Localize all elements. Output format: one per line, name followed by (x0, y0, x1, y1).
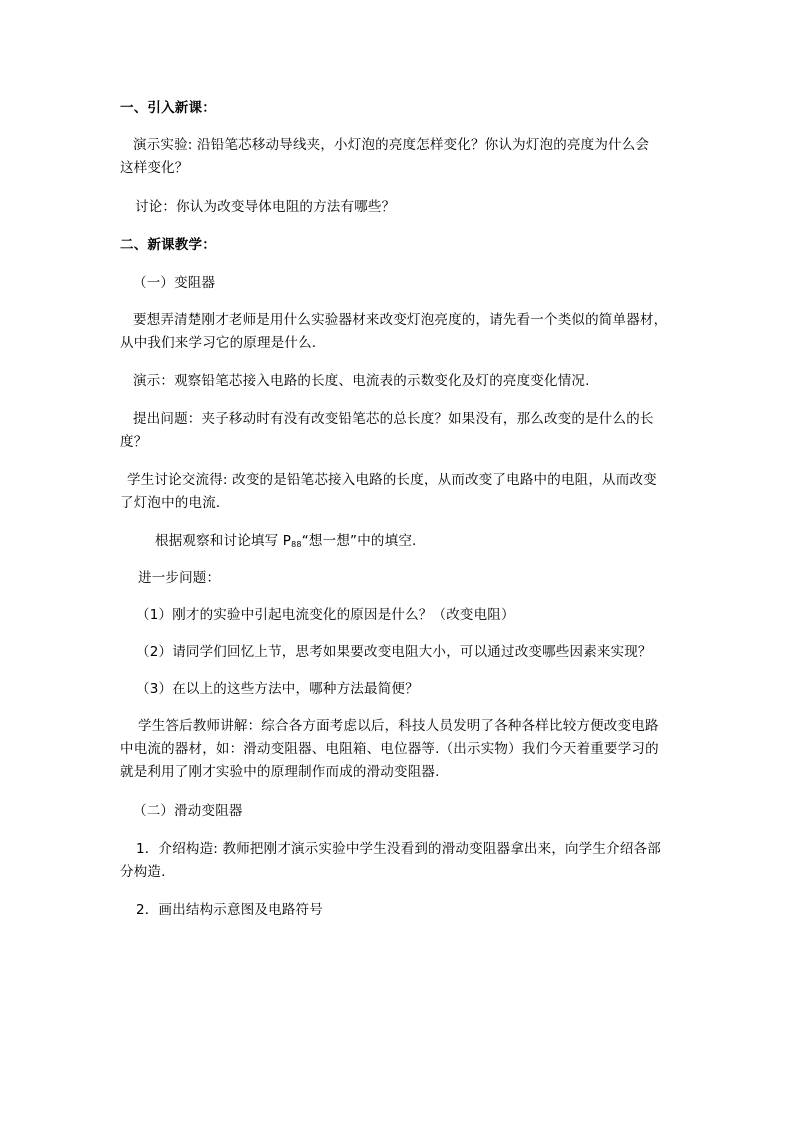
teacher-explanation-line-3: 就是利用了刚才实验中的原理制作而成的滑动变阻器. (120, 764, 440, 780)
intro-heading: 一、引入新课： (120, 100, 216, 116)
fill-in-prefix: 根据观察和讨论填写 P (155, 533, 292, 549)
fill-in-instruction (155, 531, 417, 552)
demo-experiment-line-2: 这样变化？ (120, 160, 189, 176)
page-number-subscript: 88 (291, 540, 302, 549)
item-2: 2．画出结构示意图及电路符号 (136, 902, 323, 918)
student-discussion-line-1: 学生讨论交流得: 改变的是铅笔芯接入电路的长度，从而改变了电路中的电阻，从而改变 (127, 472, 657, 488)
demo-observation: 演示：观察铅笔芯接入电路的长度、电流表的示数变化及灯的亮度变化情况. (133, 373, 590, 389)
question-item-1: （1）刚才的实验中引起电流变化的原因是什么？（改变电阻） (136, 607, 515, 623)
item-1-line-2: 分构造. (120, 864, 166, 880)
subsection-slide-rheostat-heading: （二）滑动变阻器 (133, 803, 243, 819)
demo-experiment-line-1: 演示实验: 沿铅笔芯移动导线夹，小灯泡的亮度怎样变化？你认为灯泡的亮度为什么会 (133, 137, 650, 153)
new-lesson-heading: 二、新课教学： (120, 237, 216, 253)
question-item-3: （3）在以上的这些方法中，哪种方法最简便？ (136, 681, 419, 697)
question-line-1: 提出问题：夹子移动时有没有改变铅笔芯的总长度？如果没有，那么改变的是什么的长 (133, 411, 654, 427)
discussion-question: 讨论：你认为改变导体电阻的方法有哪些？ (135, 199, 396, 215)
intro-paragraph-line-2: 从中我们来学习它的原理是什么. (120, 335, 317, 351)
question-item-2: （2）请同学们回忆上节，思考如果要改变电阻大小，可以通过改变哪些因素来实现？ (136, 644, 652, 660)
item-1-line-1: 1．介绍构造: 教师把刚才演示实验中学生没看到的滑动变阻器拿出来，向学生介绍各部 (136, 841, 661, 857)
intro-paragraph-line-1: 要想弄清楚刚才老师是用什么实验器材来改变灯泡亮度的，请先看一个类似的简单器材， (133, 312, 668, 328)
teacher-explanation-line-1: 学生答后教师讲解：综合各方面考虑以后，科技人员发明了各种各样比较方便改变电路 (138, 718, 659, 734)
teacher-explanation-line-2: 中电流的器材，如：滑动变阻器、电阻箱、电位器等.（出示实物）我们今天着重要学习的 (120, 741, 659, 757)
subsection-rheostat-heading: （一）变阻器 (133, 275, 216, 291)
fill-in-suffix: “想一想”中的填空. (301, 533, 417, 549)
further-question-heading: 进一步问题： (138, 570, 221, 586)
student-discussion-line-2: 了灯泡中的电流. (120, 495, 221, 511)
question-line-2: 度？ (120, 434, 148, 450)
